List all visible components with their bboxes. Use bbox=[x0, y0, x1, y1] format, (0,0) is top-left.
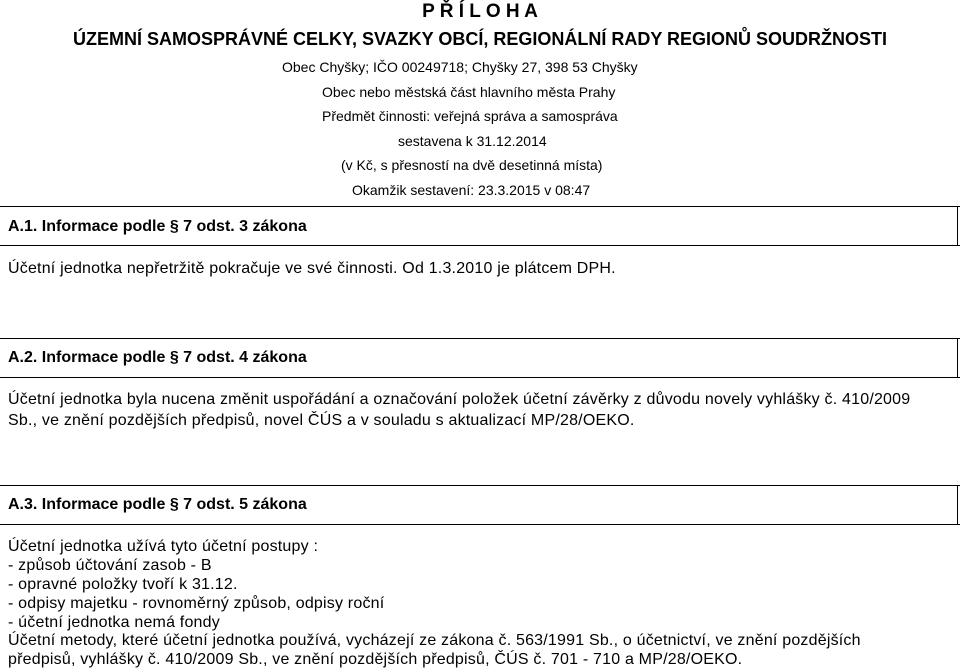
divider-line bbox=[0, 245, 960, 246]
box-border bbox=[957, 485, 958, 524]
document-subtitle: ÚZEMNÍ SAMOSPRÁVNÉ CELKY, SVAZKY OBCÍ, REGIONÁLNÍ RADY REGIONŮ SOUDRŽNOSTI bbox=[72, 29, 888, 49]
section-text-a3-line6: Účetní metody, které účetní jednotka používá, vycházejí ze zákona č. 563/1991 Sb., o účetnictví, ve znění pozdějších bbox=[8, 632, 861, 649]
compiled-date: sestavena k 31.12.2014 bbox=[398, 133, 547, 149]
section-text-a3-line2: - způsob účtování zasob - B bbox=[8, 557, 212, 574]
entity-info: Obec Chyšky; IČO 00249718; Chyšky 27, 398 53 Chyšky bbox=[282, 59, 638, 75]
divider-line bbox=[0, 524, 960, 525]
document-title: P Ř Í L O H A bbox=[422, 1, 538, 22]
compiled-time: Okamžik sestavení: 23.3.2015 v 08:47 bbox=[352, 182, 591, 198]
entity-type: Obec nebo městská část hlavního města Prahy bbox=[322, 84, 616, 100]
divider-line bbox=[0, 485, 960, 486]
section-text-a1: Účetní jednotka nepřetržitě pokračuje ve své činnosti. Od 1.3.2010 je plátcem DPH. bbox=[8, 260, 616, 277]
box-border bbox=[957, 206, 958, 245]
section-text-a2-line1: Účetní jednotka byla nucena změnit uspořádání a označování položek účetní závěrky z důvodu novely vyhlášky č. 410/2009 bbox=[8, 391, 911, 408]
divider-line bbox=[0, 338, 960, 339]
section-text-a3-line7: předpisů, vyhlášky č. 410/2009 Sb., ve znění pozdějších předpisů, ČÚS č. 701 - 710 a MP/28/OEKO. bbox=[8, 651, 743, 668]
section-heading-a1: A.1. Informace podle § 7 odst. 3 zákona bbox=[8, 218, 307, 235]
activity-subject: Předmět činnosti: veřejná správa a samospráva bbox=[322, 108, 618, 124]
section-heading-a3: A.3. Informace podle § 7 odst. 5 zákona bbox=[8, 496, 307, 513]
section-text-a3-line3: - opravné položky tvoří k 31.12. bbox=[8, 576, 238, 593]
section-text-a3-line1: Účetní jednotka užívá tyto účetní postupy : bbox=[8, 538, 319, 555]
divider-line bbox=[0, 206, 960, 207]
box-border bbox=[957, 338, 958, 377]
section-heading-a2: A.2. Informace podle § 7 odst. 4 zákona bbox=[8, 349, 307, 366]
section-text-a3-line4: - odpisy majetku - rovnoměrný způsob, odpisy roční bbox=[8, 595, 385, 612]
divider-line bbox=[0, 377, 960, 378]
section-text-a3-line5: - účetní jednotka nemá fondy bbox=[8, 614, 220, 631]
currency-note: (v Kč, s přesností na dvě desetinná místa) bbox=[341, 157, 603, 173]
section-text-a2-line2: Sb., ve znění pozdějších předpisů, novel ČÚS a v souladu s aktualizací MP/28/OEKO. bbox=[8, 412, 635, 429]
